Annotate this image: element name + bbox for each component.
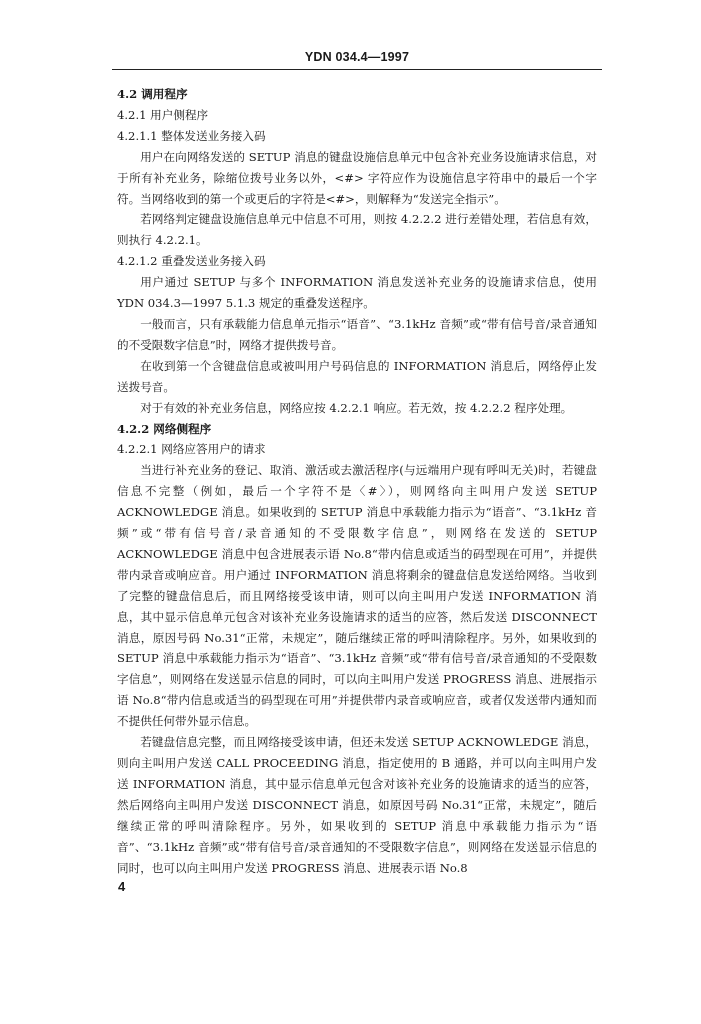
- section-heading: 4.2.1 用户侧程序: [117, 107, 209, 122]
- body-paragraph: 用户在向网络发送的 SETUP 消息的键盘设施信息单元中包含补充业务设施请求信息，对于所有补充业务，除缩位拨号业务以外，<#> 字符应作为设施信息字符串中的最后一个字符。当网络收到的第一个或更后的字符是<#>，则解释为“发送完全指示”。: [117, 149, 597, 206]
- body-paragraph: 若键盘信息完整，而且网络接受该申请，但还未发送 SETUP ACKNOWLEDGE 消息，则向主叫用户发送 CALL PROCEEDING 消息，指定使用的 B 通路，并可以向主叫用户发送 INFORMATION 消息，其中显示信息单元包含对该补充业务的设施请求的适当的应答，然后网络向主叫用户发送 DISCONNECT 消息，如原因号码 No.31“正常，未规定”，随后继续正常的呼叫清除程序。另外，如果收到的 SETUP 消息中承载能力指示为“语音”、“3.1kHz 音频”或“带有信号音/录音通知的不受限数字信息”，则网络在发送显示信息的同时，也可以向主叫用户发送 PROGRESS 消息、进展表示语 No.8: [117, 735, 597, 875]
- document-body: [117, 84, 597, 878]
- body-paragraph: 用户通过 SETUP 与多个 INFORMATION 消息发送补充业务的设施请求信息，使用 YDN 034.3—1997 5.1.3 规定的重叠发送程序。: [117, 275, 597, 311]
- section-heading: 4.2.2.1 网络应答用户的请求: [117, 442, 266, 457]
- section-heading: 4.2.1.2 重叠发送业务接入码: [117, 254, 266, 269]
- body-paragraph: 对于有效的补充业务信息，网络应按 4.2.2.1 响应。若无效，按 4.2.2.2 程序处理。: [140, 400, 573, 415]
- page-number: 4: [118, 879, 126, 894]
- body-paragraph: 在收到第一个含键盘信息或被叫用户号码信息的 INFORMATION 消息后，网络停止发送拨号音。: [117, 358, 597, 394]
- header-rule: [112, 69, 602, 70]
- body-paragraph: 若网络判定键盘设施信息单元中信息不可用，则按 4.2.2.2 进行差错处理，若信息有效，则执行 4.2.2.1。: [117, 212, 597, 248]
- section-heading: 4.2 调用程序: [117, 87, 188, 101]
- section-heading: 4.2.1.1 整体发送业务接入码: [117, 128, 266, 143]
- section-heading: 4.2.2 网络侧程序: [117, 421, 212, 436]
- body-paragraph: 当进行补充业务的登记、取消、激活或去激活程序(与远端用户现有呼叫无关)时，若键盘信息不完整（例如，最后一个字符不是〈#〉），则网络向主叫用户发送 SETUP ACKNOWLEDGE 消息。如果收到的 SETUP 消息中承载能力指示为“语音”、“3.1kHz 音频”或“带有信号音/录音通知的不受限数字信息”，则网络在发送的 SETUP ACKNOWLEDGE 消息中包含进展表示语 No.8“带内信息或适当的码型现在可用”，并提供带内录音或响应音。用户通过 INFORMATION 消息将剩余的键盘信息发送给网络。当收到了完整的键盘信息后，而且网络接受该申请，则可以向主叫用户发送 INFORMATION 消息，其中显示信息单元包含对该补充业务设施请求的适当的应答，然后发送 DISCONNECT 消息，原因号码 No.31“正常，未规定”，随后继续正常的呼叫清除程序。另外，如果收到的 SETUP 消息中承载能力指示为“语音”、“3.1kHz 音频”或“带有信号音/录音通知的不受限数字信息”，则网络在发送显示信息的同时，可以向主叫用户发送 PROGRESS 消息、进展指示语 No.8“带内信息或适当的码型现在可用”并提供带内录音或响应音，或者仅发送带内通知而不提供任何带外显示信息。: [117, 463, 597, 729]
- body-paragraph: 一般而言，只有承载能力信息单元指示“语音”、“3.1kHz 音频”或“带有信号音/录音通知的不受限数字信息”时，网络才提供拨号音。: [117, 316, 597, 352]
- page-header-title: YDN 034.4—1997: [304, 50, 410, 64]
